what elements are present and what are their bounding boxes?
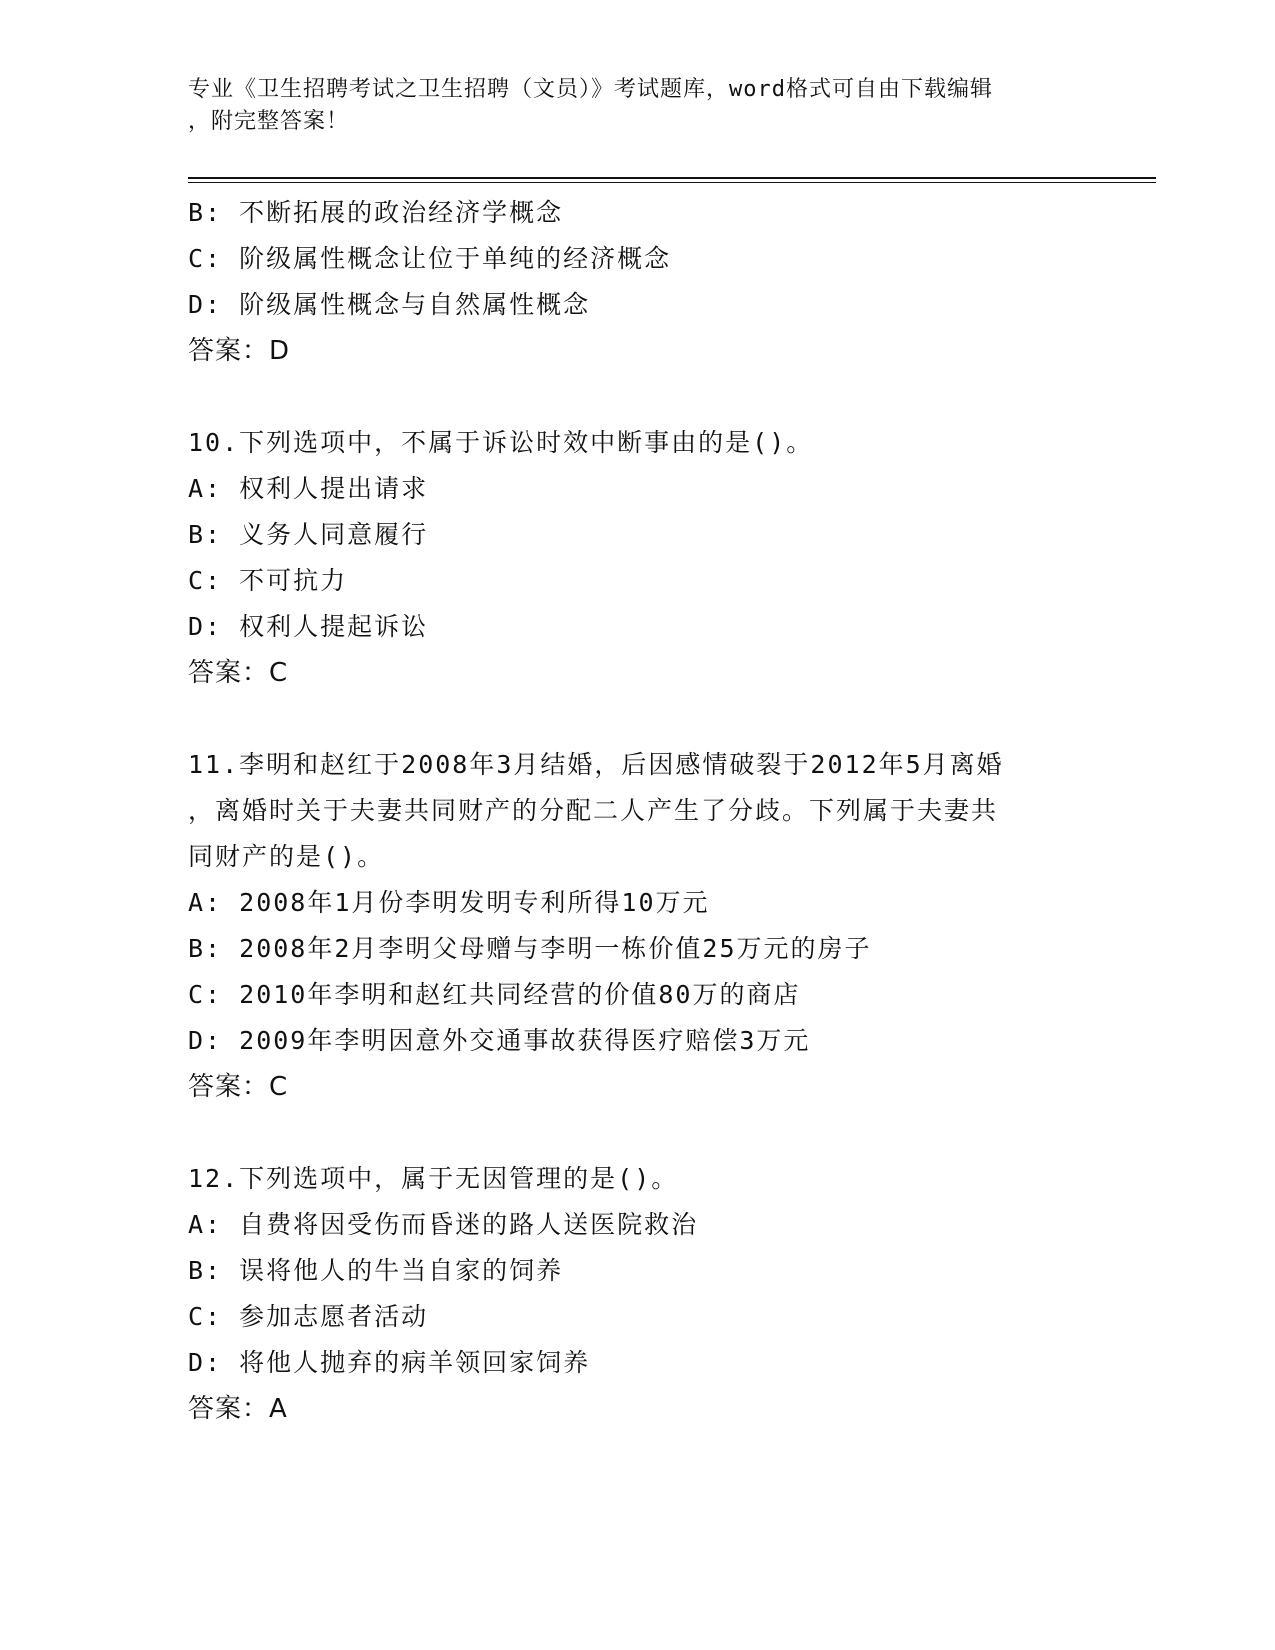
question-block-10 — [188, 420, 1108, 696]
option-d: D: 2009年李明因意外交通事故获得医疗赔偿3万元 — [188, 1026, 811, 1055]
answer-line: 答案：A — [188, 1394, 288, 1424]
option-b: B: 义务人同意履行 — [188, 520, 429, 549]
spacer — [188, 1110, 1108, 1156]
option-c: C: 2010年李明和赵红共同经营的价值80万的商店 — [188, 980, 801, 1009]
option-d: D: 将他人抛弃的病羊领回家饲养 — [188, 1348, 591, 1377]
option-b: B: 2008年2月李明父母赠与李明一栋价值25万元的房子 — [188, 934, 872, 963]
spacer — [188, 374, 1108, 420]
previous-question-block — [188, 190, 1108, 374]
option-c: C: 不可抗力 — [188, 566, 348, 595]
document-header — [188, 74, 1088, 138]
question-stem-line-3: 同财产的是()。 — [188, 842, 385, 871]
header-line-1: 专业《卫生招聘考试之卫生招聘（文员）》考试题库，word格式可自由下载编辑 — [188, 77, 993, 102]
header-line-2: ，附完整答案！ — [188, 109, 350, 134]
option-b: B: 不断拓展的政治经济学概念 — [188, 198, 564, 227]
header-divider-thin — [188, 182, 1156, 183]
question-block-12 — [188, 1156, 1108, 1432]
answer-line: 答案：C — [188, 658, 289, 688]
question-content — [188, 190, 1108, 1432]
question-stem: 12.下列选项中，属于无因管理的是()。 — [188, 1164, 679, 1193]
question-stem-line-2: ，离婚时关于夫妻共同财产的分配二人产生了分歧。下列属于夫妻共 — [188, 796, 999, 825]
question-stem-line-1: 11.李明和赵红于2008年3月结婚，后因感情破裂于2012年5月离婚 — [188, 750, 1004, 779]
option-c: C: 阶级属性概念让位于单纯的经济概念 — [188, 244, 672, 273]
answer-line: 答案：C — [188, 1072, 289, 1102]
option-d: D: 权利人提起诉讼 — [188, 612, 429, 641]
option-b: B: 误将他人的牛当自家的饲养 — [188, 1256, 564, 1285]
option-d: D: 阶级属性概念与自然属性概念 — [188, 290, 591, 319]
question-block-11 — [188, 742, 1108, 1110]
option-a: A: 权利人提出请求 — [188, 474, 429, 503]
answer-line: 答案：D — [188, 336, 291, 366]
option-c: C: 参加志愿者活动 — [188, 1302, 429, 1331]
option-a: A: 2008年1月份李明发明专利所得10万元 — [188, 888, 710, 917]
question-stem: 10.下列选项中，不属于诉讼时效中断事由的是()。 — [188, 428, 814, 457]
option-a: A: 自费将因受伤而昏迷的路人送医院救治 — [188, 1210, 699, 1239]
spacer — [188, 696, 1108, 742]
header-divider-thick — [188, 177, 1156, 179]
